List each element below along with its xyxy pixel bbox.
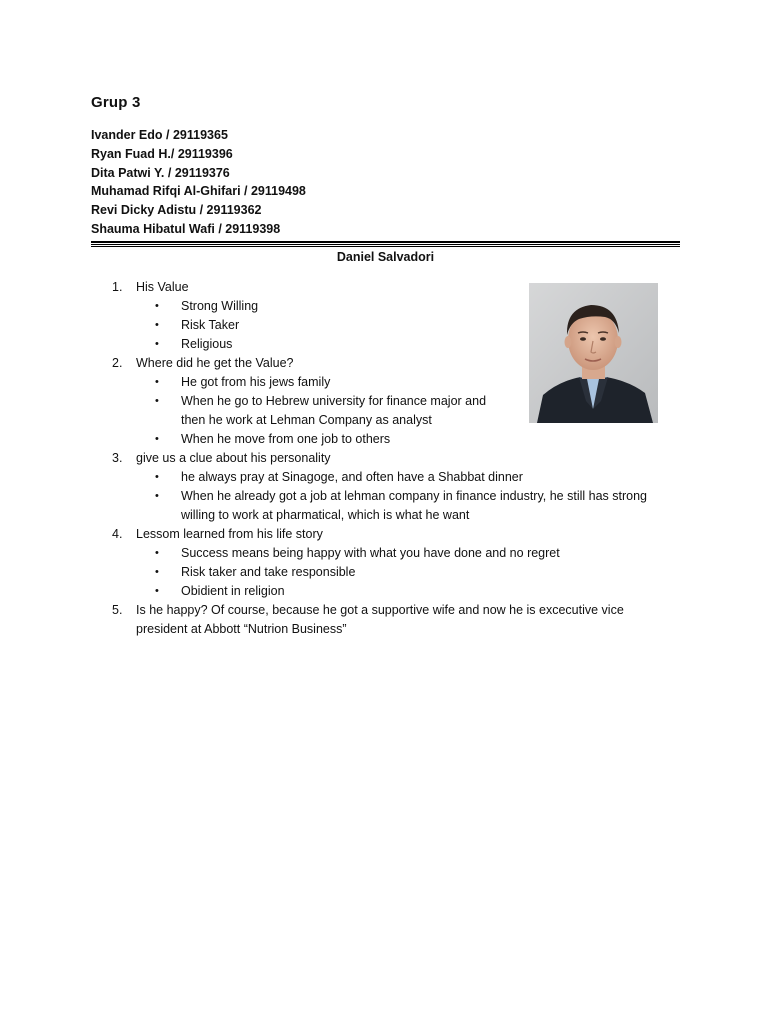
- question-number: 3.: [112, 451, 123, 465]
- question-number: 4.: [112, 527, 123, 541]
- question-number: 2.: [112, 356, 123, 370]
- bullet-item: [0, 297, 768, 316]
- question-text: Lessom learned from his life story: [136, 527, 323, 541]
- bullet-item: [0, 430, 768, 449]
- page-title: Grup 3: [91, 94, 141, 111]
- question-item: [0, 449, 768, 468]
- bullet-item: [0, 582, 768, 601]
- member-item: Dita Patwi Y. / 29119376: [91, 165, 230, 180]
- bullet-item: [0, 316, 768, 335]
- member-item: Ivander Edo / 29119365: [91, 128, 228, 142]
- bullet-text: He got from his jews family: [181, 375, 331, 389]
- bullet-text: Risk Taker: [181, 318, 240, 332]
- bullet-text: Strong Willing: [181, 299, 259, 313]
- question-item: [0, 278, 768, 297]
- question-text: Is he happy? Of course, because he got a supportive wife and now he is excecutive vice president at Abbott “Nutrion Business”: [136, 603, 624, 636]
- bullet-icon: •: [155, 433, 159, 445]
- bullet-icon: •: [155, 300, 159, 312]
- bullet-text: Religious: [181, 337, 233, 351]
- question-item: [0, 601, 768, 639]
- question-text: His Value: [136, 280, 189, 294]
- question-list: [0, 278, 768, 639]
- divider-line: [91, 244, 680, 245]
- question-text: give us a clue about his personality: [136, 451, 331, 465]
- bullet-icon: •: [155, 338, 159, 350]
- bullet-item: [0, 468, 768, 487]
- member-item: Revi Dicky Adistu / 29119362: [91, 203, 262, 218]
- question-number: 1.: [112, 280, 123, 294]
- bullet-text: Obidient in religion: [181, 584, 285, 598]
- bullet-item: [0, 487, 768, 525]
- question-item: [0, 525, 768, 544]
- bullet-item: [0, 563, 768, 582]
- bullet-icon: •: [155, 585, 159, 597]
- subject-heading: Daniel Salvadori: [336, 250, 435, 264]
- member-item: Shauma Hibatul Wafi / 29119398: [91, 221, 281, 236]
- divider-line: [91, 246, 680, 247]
- question-item: [0, 354, 768, 373]
- question-number: 5.: [112, 603, 123, 617]
- bullet-icon: •: [155, 395, 159, 407]
- bullet-text: When he move from one job to others: [181, 432, 391, 446]
- bullet-item: [0, 544, 768, 563]
- bullet-text: When he already got a job at lehman company in finance industry, he still has strong willing to work at pharmatical, which is what he want: [181, 489, 648, 522]
- bullet-icon: •: [155, 471, 159, 483]
- member-list: [91, 126, 306, 239]
- bullet-text: Success means being happy with what you have done and no regret: [181, 546, 560, 560]
- bullet-text: he always pray at Sinagoge, and often have a Shabbat dinner: [181, 470, 523, 484]
- member-item: Muhamad Rifqi Al-Ghifari / 29119498: [91, 184, 306, 199]
- bullet-item: [0, 392, 768, 430]
- bullet-icon: •: [155, 376, 159, 388]
- bullet-icon: •: [155, 566, 159, 578]
- bullet-icon: •: [155, 319, 159, 331]
- bullet-text: Risk taker and take responsible: [181, 565, 356, 579]
- bullet-item: [0, 335, 768, 354]
- question-text: Where did he get the Value?: [136, 356, 294, 370]
- bullet-text: When he go to Hebrew university for finance major and then he work at Lehman Company as analyst: [181, 394, 487, 427]
- bullet-icon: •: [155, 547, 159, 559]
- bullet-item: [0, 373, 768, 392]
- bullet-icon: •: [155, 490, 159, 502]
- member-item: Ryan Fuad H./ 29119396: [91, 146, 233, 161]
- divider-line: [91, 241, 680, 243]
